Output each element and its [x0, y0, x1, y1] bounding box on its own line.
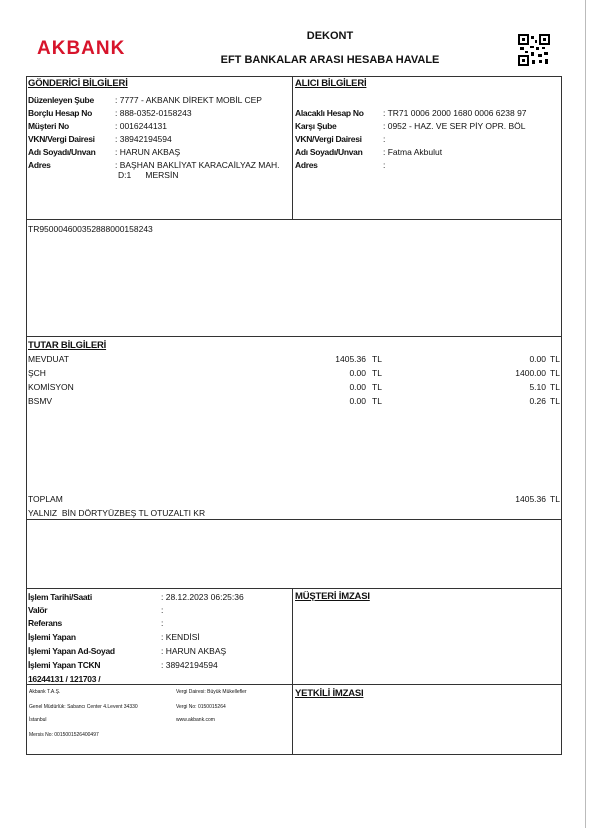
sender-heading: GÖNDERİCİ BİLGİLERİ: [28, 78, 128, 89]
sender-label: Müşteri No: [28, 121, 69, 131]
amounts-heading: TUTAR BİLGİLERİ: [28, 340, 107, 351]
description-text: TR950004600352888000158243: [28, 224, 153, 234]
document-subtitle: EFT BANKALAR ARASI HESABA HAVALE: [220, 54, 440, 66]
footer-left-line: Mersis No: 0015001526400497: [29, 732, 99, 738]
footer-right-line: Vergi No: 0150015264: [176, 704, 226, 710]
transaction-value: : 38942194594: [161, 660, 218, 670]
blank-section: [26, 519, 562, 589]
sender-address-line2: D:1 MERSİN: [118, 170, 179, 180]
receiver-heading: ALICI BİLGİLERİ: [295, 78, 367, 89]
sender-value: : BAŞHAN BAKLİYAT KARACAİLYAZ MAH.: [115, 160, 280, 170]
sender-label: Borçlu Hesap No: [28, 108, 92, 118]
receiver-value: :: [383, 160, 386, 170]
footer-right-line: Vergi Dairesi: Büyük Mükellefler: [176, 689, 247, 695]
sender-label: VKN/Vergi Dairesi: [28, 134, 95, 144]
transaction-value: :: [161, 605, 164, 615]
qr-code-icon: [518, 34, 550, 66]
receiver-label: Adres: [295, 160, 318, 170]
receiver-label: Adı Soyadı/Unvan: [295, 147, 363, 157]
receiver-label: Karşı Şube: [295, 121, 337, 131]
sender-label: Adı Soyadı/Unvan: [28, 147, 96, 157]
amount-row-name: MEVDUAT: [28, 354, 69, 364]
amounts-section: [26, 336, 562, 520]
amount-col1: 0.00: [349, 382, 366, 392]
amount-cur1: TL: [372, 396, 382, 406]
transaction-label: İşlemi Yapan: [28, 632, 76, 642]
amount-row-name: KOMİSYON: [28, 382, 74, 392]
receiver-value: : Fatma Akbulut: [383, 147, 443, 157]
transaction-ref-code: 16244131 / 121703 /: [28, 674, 101, 684]
total-label: TOPLAM: [28, 494, 63, 504]
amount-col2: 0.00: [529, 354, 546, 364]
transaction-value: : HARUN AKBAŞ: [161, 646, 227, 656]
amount-col1: 0.00: [349, 396, 366, 406]
amount-cur2: TL: [550, 382, 560, 392]
total-currency: TL: [550, 494, 560, 504]
customer-signature-heading: MÜŞTERİ İMZASI: [295, 591, 370, 602]
amount-row-name: ŞCH: [28, 368, 46, 378]
footer-info-box: [26, 684, 293, 755]
amount-cur2: TL: [550, 368, 560, 378]
document-title: DEKONT: [306, 30, 354, 42]
sender-label: Düzenleyen Şube: [28, 95, 94, 105]
description-section: [26, 219, 562, 337]
amount-row-name: BSMV: [28, 396, 53, 406]
footer-left-line: Genel Müdürlük: Sabancı Center 4.Levent 34330: [29, 704, 138, 710]
transaction-value: :: [161, 618, 164, 628]
transaction-label: Referans: [28, 618, 62, 628]
sender-value: : 888-0352-0158243: [115, 108, 192, 118]
amount-col2: 5.10: [529, 382, 546, 392]
sender-value: : 38942194594: [115, 134, 172, 144]
receiver-value: : 0952 - HAZ. VE SER PİY OPR. BÖL: [383, 121, 526, 131]
sender-label: Adres: [28, 160, 51, 170]
receiver-label: VKN/Vergi Dairesi: [295, 134, 362, 144]
akbank-logo: AKBANK: [37, 38, 126, 59]
receiver-value: : TR71 0006 2000 1680 0006 6238 97: [383, 108, 527, 118]
footer-right-line: www.akbank.com: [176, 717, 215, 723]
receiver-value: :: [383, 134, 386, 144]
amount-in-words: YALNIZ BİN DÖRTYÜZBEŞ TL OTUZALTI KR: [28, 508, 206, 518]
page-edge: [585, 0, 586, 828]
amount-cur1: TL: [372, 354, 382, 364]
transaction-value: : 28.12.2023 06:25:36: [161, 592, 244, 602]
sender-value: : 0016244131: [115, 121, 167, 131]
sender-value: : 7777 - AKBANK DİREKT MOBİL CEP: [115, 95, 262, 105]
amount-col1: 0.00: [349, 368, 366, 378]
footer-left-line: Akbank T.A.Ş.: [29, 689, 61, 695]
authorized-signature-heading: YETKİLİ İMZASI: [295, 688, 364, 699]
transaction-value: : KENDİSİ: [161, 632, 200, 642]
amount-col1: 1405.36: [335, 354, 366, 364]
amount-col2: 1400.00: [515, 368, 546, 378]
amount-cur2: TL: [550, 396, 560, 406]
receiver-label: Alacaklı Hesap No: [295, 108, 364, 118]
amount-cur2: TL: [550, 354, 560, 364]
transaction-label: Valör: [28, 605, 48, 615]
amount-col2: 0.26: [529, 396, 546, 406]
transaction-label: İşlemi Yapan Ad-Soyad: [28, 646, 115, 656]
total-value: 1405.36: [515, 494, 546, 504]
transaction-label: İşlem Tarihi/Saati: [28, 592, 92, 602]
customer-signature-box: [292, 588, 562, 685]
transaction-label: İşlemi Yapan TCKN: [28, 660, 101, 670]
amount-cur1: TL: [372, 368, 382, 378]
amount-cur1: TL: [372, 382, 382, 392]
sender-value: : HARUN AKBAŞ: [115, 147, 181, 157]
footer-left-line: İstanbul: [29, 717, 47, 723]
